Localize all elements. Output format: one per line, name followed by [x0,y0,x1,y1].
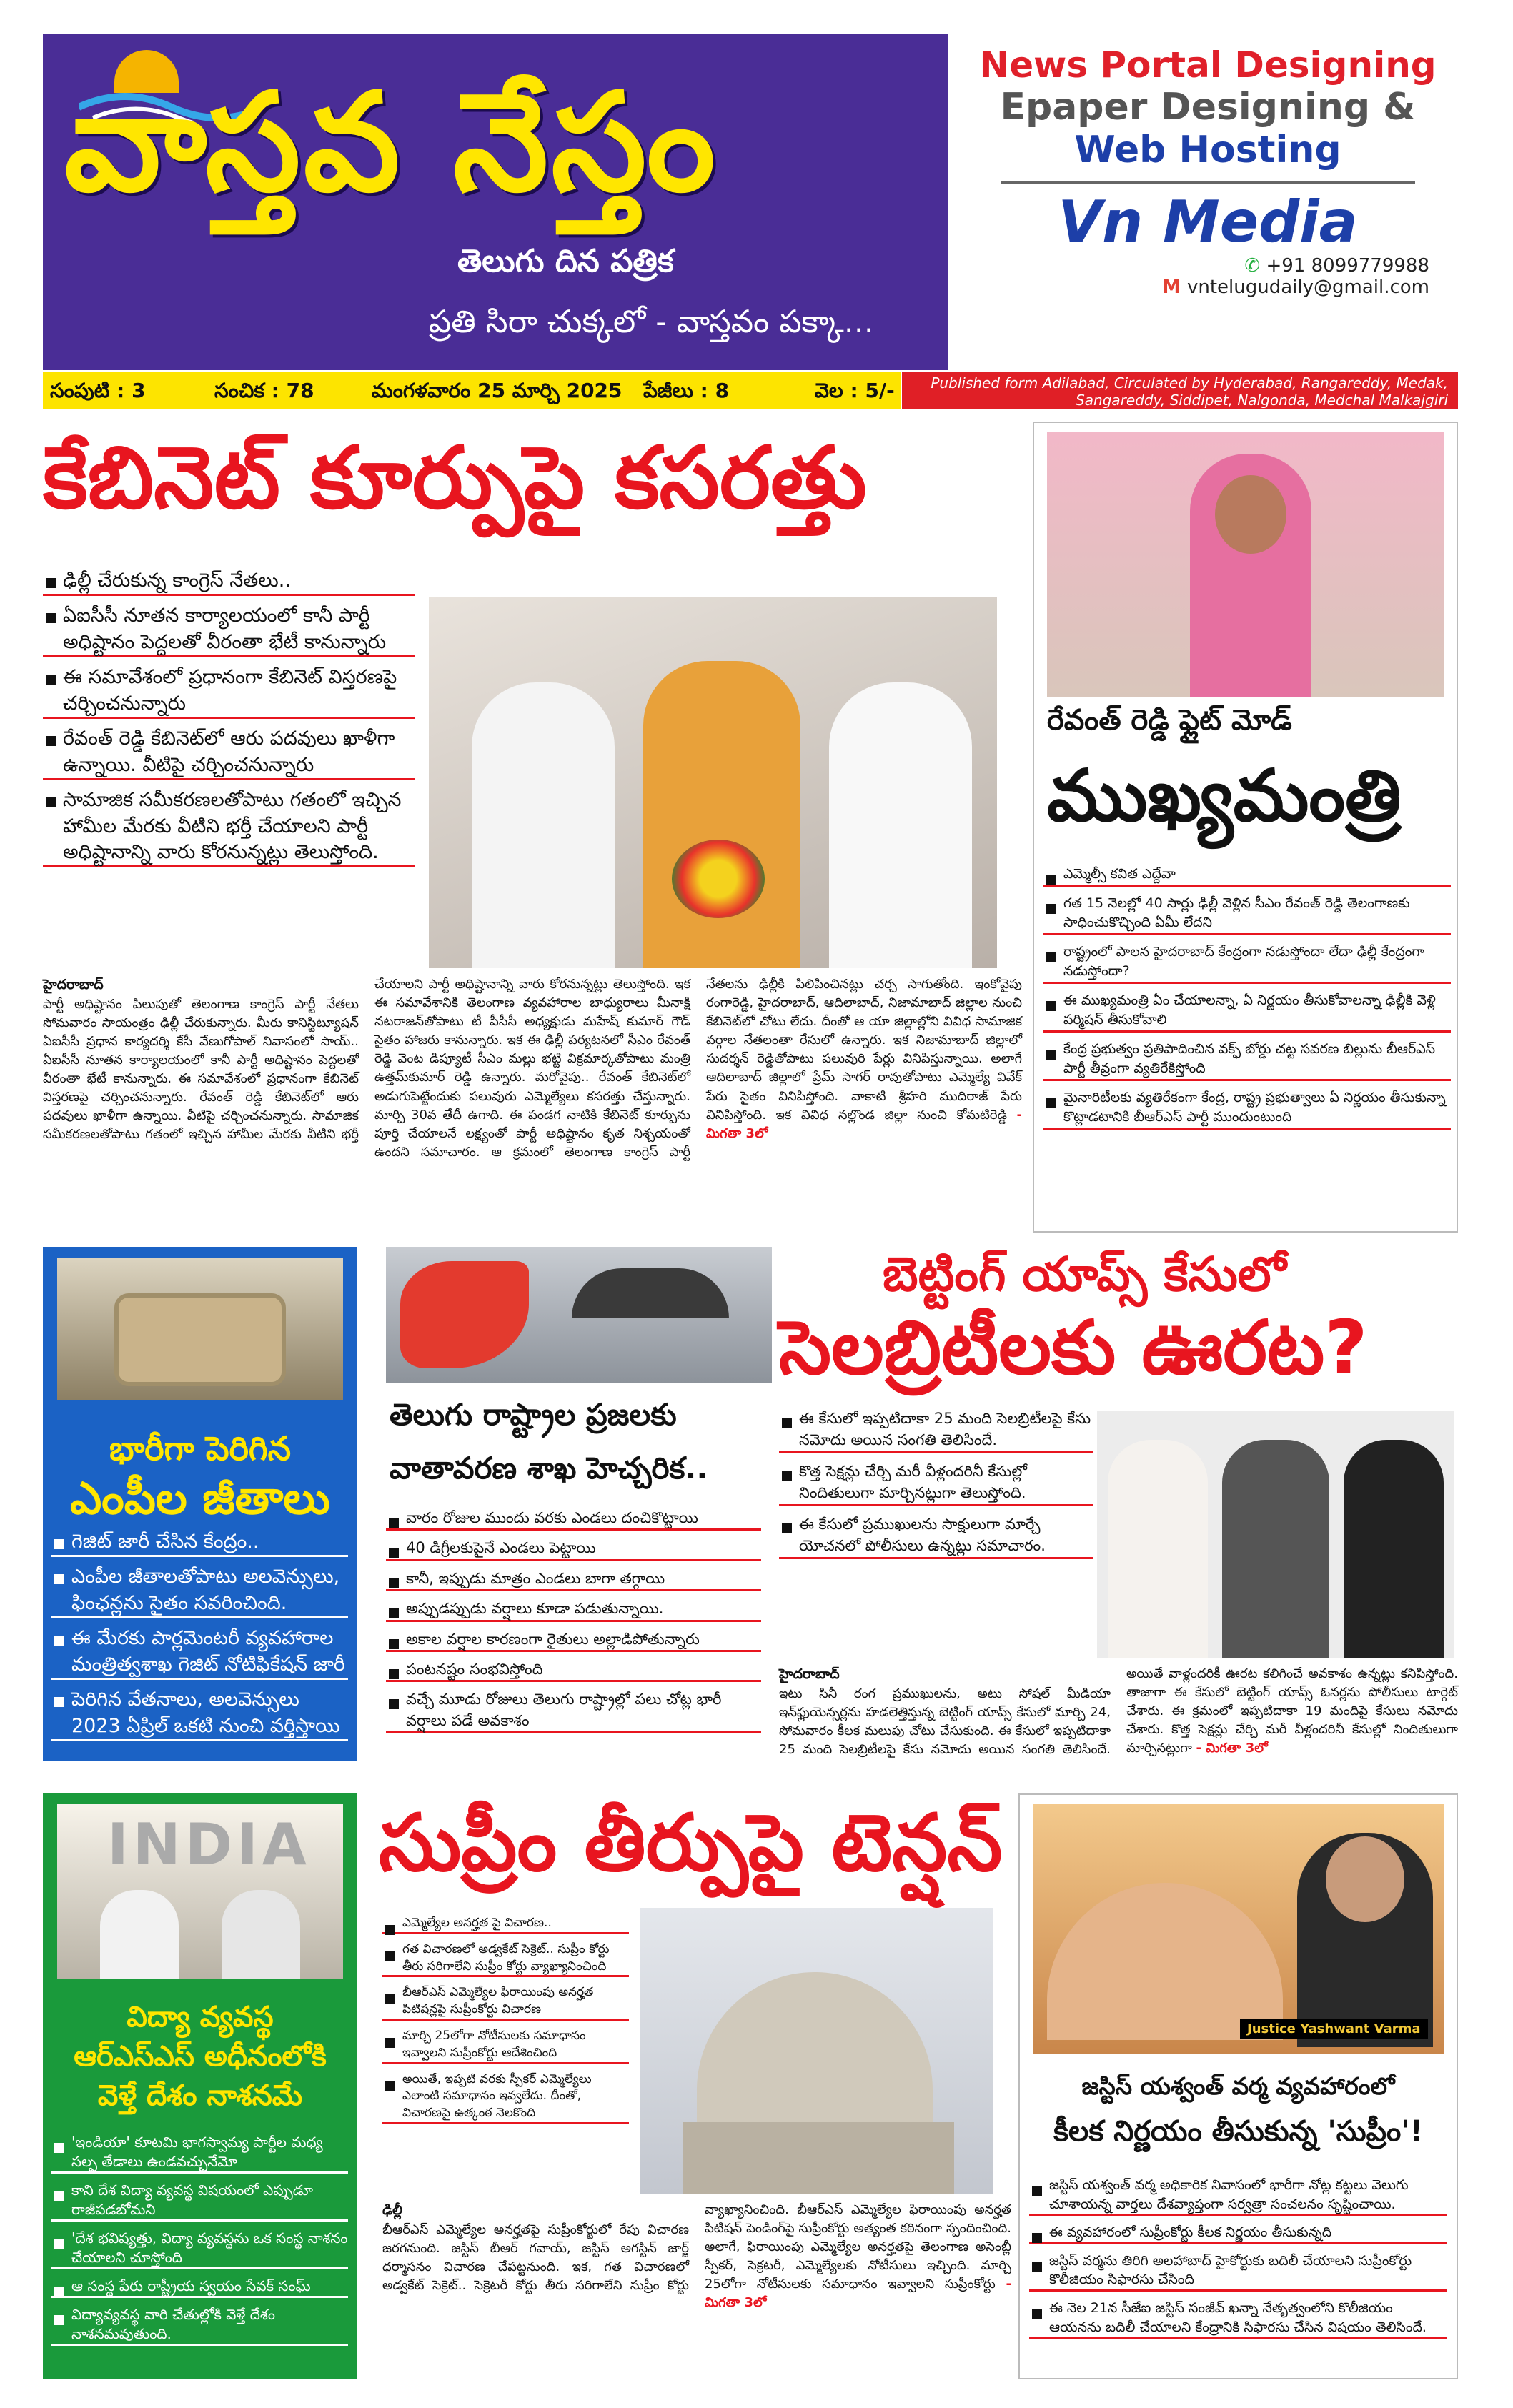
weather-headline-1: తెలుగు రాష్ట్రాల ప్రజలకు [390,1397,677,1432]
list-item: కానీ, ఇప్పుడు మాత్రం ఎండలు బాగా తగ్గాయి [386,1568,761,1591]
supreme-headline: సుప్రీం తీర్పుపై టెన్షన్ [379,1797,1003,1889]
list-item: ఎమ్మెల్యేల అనర్హత పై విచారణ.. [382,1915,629,1934]
education-bullets [51,2133,348,2353]
list-item: సామాజిక సమీకరణలతోపాటు గతంలో ఇచ్చిన హామీల మేరకు వీటిని భర్తీ చేయాలని పార్టీ అధిష్టానాన్ని వారు కోరనున్నట్లు తెలుస్తోంది. [43,787,415,867]
list-item: రాష్ట్రంలో పాలన హైదరాబాద్ కేంద్రంగా నడుస్తోందా లేదా ఢిల్లీ కేంద్రంగా నడుస్తోందా? [1043,942,1451,984]
article-text: బీఆర్ఎస్ ఎమ్మెల్యేల అనర్హతపై సుప్రీంకోర్టులో రేపు విచారణ జరగనుంది. జస్టిస్ బీఆర్ గవాయ్, జస్టిస్ అగస్టిన్ జార్జ్ ధర్మాసనం విచారణ చేపట్టనుంది. ఇక, గత విచారణలో అడ్వకేట్ సెక్రెట్.. సెక్రెటరీ కోర్టు తీరు సరిగాలేని సుప్రీం కోర్టు వ్యాఖ్యానించింది. బీఆర్ఎస్ ఎమ్మెల్యేల ఫిరాయింపు అనర్హత పిటిషన్ పెండింగ్‌పై సుప్రీంకోర్టు అత్యంత కఠినంగా స్పందించింది. అలాగే, ఫిరాయింపు ఎమ్మెల్యేల అనర్హతపై తెలంగాణ అసెంబ్లీ స్పీకర్, సెక్రటరీ, ఎమ్మెల్యేలకు నోటీసులు ఇచ్చింది. మార్చి 25లోగా నోటీసులకు సమాధానం ఇవ్వాలని సుప్రీంకోర్టు [382,2202,1011,2293]
justice-bullets [1029,2176,1447,2346]
list-item: జస్టిస్ వర్మను తిరిగి అలహాబాద్ హైకోర్టుకు బదిలీ చేయాలని సుప్రీంకోర్టు కొలీజియం సిఫారసు చేసింది [1029,2252,1447,2292]
rahul-gandhi-photo [57,1804,343,1979]
mp-bullets [51,1529,348,1748]
weather-headline-2: వాతావరణ శాఖ హెచ్చరిక.. [390,1451,708,1486]
list-item: గెజిట్ జారీ చేసిన కేంద్రం.. [51,1529,348,1557]
justice-varma-photo [1033,1804,1444,2054]
lead-body [43,975,1022,1162]
parliament-photo [57,1258,343,1400]
list-item: ఈ వ్యవహారంలో సుప్రీంకోర్టు కీలక నిర్ణయం తీసుకున్నది [1029,2223,1447,2244]
list-item: మైనారిటీలకు వ్యతిరేకంగా కేంద్ర, రాష్ట్ర ప్రభుత్వాలు ఏ నిర్ణయం తీసుకున్నా కొట్లాడటానికి బీఆర్ఎస్ పార్టీ ముందుంటుంది [1043,1088,1451,1130]
mp-headline-1: భారీగా పెరిగిన [109,1429,292,1468]
list-item: అకాల వర్షాల కారణంగా రైతులు అల్లాడిపోతున్నారు [386,1629,761,1652]
continued-label: - మిగతా 3లో [705,2277,1011,2311]
list-item: ఆ సంస్థ పేరు రాష్ట్రీయ స్వయం సేవక్ సంఘ్ [51,2277,348,2298]
list-item: వచ్చే మూడు రోజులు తెలుగు రాష్ట్రాల్లో పలు చోట్ల భారీ వర్షాలు పడే అవకాశం [386,1689,761,1733]
kavitha-photo [1047,432,1444,697]
supreme-court-photo [640,1908,993,2194]
betting-headline-2: సెలబ్రిటీలకు ఊరట? [779,1304,1368,1391]
right-kicker: రేవంత్ రెడ్డి ఫ్లైట్ మోడ్ [1047,704,1292,737]
list-item: కొత్త సెక్షన్లు చేర్చి మరీ వీళ్లందరినీ కేసుల్లో నిందితులుగా మార్చినట్లుగా తెలుస్తోంది. [779,1461,1093,1506]
celebrities-photo [1097,1411,1454,1658]
weather-photo [386,1247,772,1383]
dateline: హైదరాబాద్ [43,977,104,992]
advert-phone-number: +91 8099779988 [1266,255,1429,277]
whatsapp-icon: ✆ [1244,255,1266,277]
list-item: 'ఇండియా' కూటమి భాగస్వామ్య పార్టీల మధ్య సల్ప తేడాలు ఉండవచ్చునేమో [51,2133,348,2174]
supreme-article [382,2201,1011,2372]
list-item: బీఆర్ఎస్ ఎమ్మెల్యేల ఫిరాయింపు అనర్హత పిటిషన్లపై సుప్రీంకోర్టు విచారణ [382,1984,629,2021]
article-text: ఇటు సినీ రంగ ప్రముఖులను, అటు సోషల్ మీడియా ఇన్‌ఫ్లుయెన్సర్లను హడలెత్తిస్తున్న బెట్టింగ్ యాప్స్ కేసులో మార్చి 24, సోమవారం కీలక మలుపు చోటు చేసుకుంది. ఈ కేసులో ఇప్పటిదాకా 25 మంది సెలబ్రిటీలపై కేసు నమోదు అయిన సంగతి తెలిసిందే. అయితే వాళ్లందరికీ ఊరట కలిగించే అవకాశం ఉన్నట్లు కనిపిస్తోంది. తాజాగా ఈ కేసులో బెట్టింగ్ యాప్స్ ఓనర్లను పోలీసులు టార్గెట్ చేశారు. ఈ క్రమంలో ఇప్పటిదాకా 19 మందిపై కేసులు నమోదు చేశారు. కొత్త సెక్షన్లు చేర్చి మరీ వీళ్లందరినీ కేసుల్లో నిందితులుగా మార్చినట్లుగా [779,1666,1458,1757]
list-item: ఏఐసీసీ నూతన కార్యాలయంలో కానీ పార్టీ అధిష్టానం పెద్దలతో వీరంతా భేటీ కానున్నారు [43,603,415,657]
justice-photo-caption: Justice Yashwant Varma [1240,2019,1428,2039]
advert-email-address: vntelugudaily@gmail.com [1186,277,1429,298]
newspaper-subtitle: తెలుగు దిన పత్రిక [457,243,674,279]
advert-phone [958,255,1458,277]
advert-line-1: News Portal Designing [979,44,1437,86]
dateline: ఢిల్లీ [382,2202,402,2218]
betting-headline-1: బెట్టింగ్ యాప్స్ కేసులో [883,1247,1286,1302]
betting-article [779,1665,1458,1793]
list-item: ఈ ముఖ్యమంత్రి ఏం చేయాలన్నా, ఏ నిర్ణయం తీసుకోవాలన్నా ఢిల్లీకి వెళ్లి పర్మిషన్ తీసుకోవాలి [1043,991,1451,1033]
volume-label: సంపుటి : 3 [50,379,146,402]
list-item: ఈ మేరకు పార్లమెంటరీ వ్యవహారాల మంత్రిత్వశాఖ గెజిట్ నోటిఫికేషన్ జారీ [51,1626,348,1680]
list-item: ఈ నెల 21న సీజేఐ జస్టిస్ సంజీవ్ ఖన్నా నేతృత్వంలోని కొలీజియం ఆయనను బదిలీ చేయాలని కేంద్రానికి సిఫారసు చేసిన విషయం తెలిసిందే. [1029,2299,1447,2339]
continued-label: - మిగతా 3లో [706,1107,1022,1141]
right-bullets [1043,865,1451,1137]
india-banner-text: INDIA [107,1811,311,1878]
list-item: ఢిల్లీ చేరుకున్న కాంగ్రెస్ నేతలు.. [43,568,415,596]
list-item: కేంద్ర ప్రభుత్వం ప్రతిపాదించిన వక్ఫ్ బోర్డు చట్ట సవరణ బిల్లును బీఆర్ఎస్ పార్టీ తీవ్రంగా వ్యతిరేకిస్తోంది [1043,1040,1451,1081]
list-item: ఈ సమావేశంలో ప్రధానంగా కేబినెట్ విస్తరణపై చర్చించనున్నారు [43,665,415,719]
publication-info: Published form Adilabad, Circulated by Hyderabad, Rangareddy, Medak, Sangareddy, Siddipet, Nalgonda, Medchal Malkajgiri [902,372,1458,409]
list-item: ఈ కేసులో ప్రముఖులను సాక్షులుగా మార్చే యోచనలో పోలీసులు ఉన్నట్లు సమాచారం. [779,1513,1093,1559]
betting-body [779,1665,1458,1759]
gmail-icon: M [1162,277,1187,298]
right-headline: ముఖ్యమంత్రి [1047,754,1402,837]
list-item: వారం రోజుల ముందు వరకు ఎండలు దంచికొట్టాయి [386,1508,761,1531]
price-label: వెల : 5/- [815,379,895,402]
list-item: అప్పుడప్పుడు వర్షాలు కూడా పడుతున్నాయి. [386,1598,761,1621]
dateline: హైదరాబాద్ [779,1666,840,1682]
list-item: ఎంపీల జీతాలతోపాటు అలవెన్సులు, ఫింఛన్లను సైతం సవరించింది. [51,1564,348,1618]
mp-headline-2: ఎంపీల జీతాలు [70,1472,330,1524]
lead-photo [429,597,997,968]
education-headline-2: ఆర్ఎస్ఎస్ అధీనంలోకి [74,2040,327,2073]
list-item: గత 15 నెలల్లో 40 సార్లు ఢిల్లీ వెళ్లిన సీఎం రేవంత్ రెడ్డి తెలంగాణకు సాధించుకొచ్చింది ఏమీ లేదని [1043,894,1451,935]
list-item: పెరిగిన వేతనాలు, అలవెన్సులు 2023 ఏప్రిల్ ఒకటి నుంచి వర్తిస్తాయి [51,1687,348,1741]
advert-line-2: Epaper Designing & [1000,86,1416,129]
list-item: పంటనష్టం సంభవిస్తోంది [386,1659,761,1682]
justice-headline-2: కీలక నిర్ణయం తీసుకున్న 'సుప్రీం'! [1053,2115,1423,2148]
education-headline-3: వెళ్తే దేశం నాశనమే [97,2079,303,2112]
list-item: 'దేశ భవిష్యత్తు, విద్యా వ్యవస్థను ఒక సంస్థ నాశనం చేయాలని చూస్తోంది [51,2229,348,2269]
list-item: విద్యావ్యవస్థ వారి చేతుల్లోకి వెళ్తే దేశం నాశనమవుతుంది. [51,2305,348,2346]
newspaper-title: వాస్తవ నేస్తం [64,64,718,222]
lead-article [43,975,1022,1225]
list-item: మార్చి 25లోగా నోటీసులకు సమాధానం ఇవ్వాలని సుప్రీంకోర్టు ఆదేశించింది [382,2028,629,2064]
list-item: ఈ కేసులో ఇప్పటిదాకా 25 మంది సెలబ్రిటీలపై కేసు నమోదు అయిన సంగతి తెలిసిందే. [779,1408,1093,1453]
betting-bullets [779,1408,1093,1566]
supreme-body [382,2201,1011,2313]
pages-label: పేజీలు : 8 [643,379,730,402]
list-item: జస్టిస్ యశ్వంత్ వర్మ అధికారిక నివాసంలో భారీగా నోట్ల కట్టలు వెలుగు చూశాయన్న వార్తలు దేశవ్యాప్తంగా సర్వత్రా సంచలనం సృష్టించాయి. [1029,2176,1447,2216]
list-item: కాని దేశ విద్యా వ్యవస్థ విషయంలో ఎప్పుడూ రాజీపడబోమని [51,2181,348,2222]
list-item: గత విచారణలో అడ్వకేట్ సెక్రెట్.. సుప్రీం కోర్టు తీరు సరిగాలేని సుప్రీం కోర్టు వ్యాఖ్యానించింది [382,1941,629,1978]
weather-bullets [386,1508,761,1741]
justice-headline-1: జస్టిస్ యశ్వంత్ వర్మ వ్యవహారంలో [1081,2072,1395,2100]
newspaper-tagline: ప్రతి సిరా చుక్కలో - వాస్తవం పక్కా... [429,304,874,340]
lead-headline: కేబినెట్ కూర్పుపై కసరత్తు [43,429,867,528]
lead-bullets [43,568,415,875]
list-item: ఎమ్మెల్సీ కవిత ఎద్దేవా [1043,865,1451,887]
continued-label: - మిగతా 3లో [1196,1741,1268,1756]
date-label: మంగళవారం 25 మార్చి 2025 [372,379,622,402]
advert-brand: Vn Media [1001,181,1415,255]
list-item: అయితే, ఇప్పటి వరకు స్పీకర్ ఎమ్మెల్యేలు ఎలాంటి సమాధానం ఇవ్వలేదు. దీంతో, విచారణపై ఉత్కంఠ నెలకొంది [382,2071,629,2124]
article-text: పార్టీ అధిష్టానం పిలుపుతో తెలంగాణ కాంగ్రెస్ పార్టీ నేతలు సోమవారం సాయంత్రం ఢిల్లీ చేరుకున్నారు. మీరు కానిస్టిట్యూషన్ ఏఐసీసీ ప్రధాన కార్యదర్శి కేసీ వేణుగోపాల్ నివాసంలో సాయ్.. ఏఐసీసీ నూతన కార్యాలయంలో కానీ పార్టీ అధిష్టానం పెద్దలతో వీరంతా భేటీ కానున్నారు. ఈ సమావేశంలో ప్రధానంగా కేబినెట్ విస్తరణపై చర్చించనున్నారు. రేవంత్ రెడ్డి కేబినెట్‌లో ఆరు పదవులు ఖాళీగా ఉన్నాయి. వీటిపై చర్చించనున్నారు. సామాజిక సమీకరణలతోపాటు గతంలో ఇచ్చిన హామీల మేరకు వీటిని భర్తీ చేయాలని పార్టీ అధిష్టానాన్ని వారు కోరనున్నట్లు తెలుస్తోంది. ఇక ఈ సమావేశానికి తెలంగాణ వ్యవహారాల బాధ్యురాలు మీనాక్షి నటరాజన్‌తోపాటు టీ పీసీసీ అధ్యక్షుడు మహేష్ కుమార్ గౌడ్ సైతం హాజరు కానున్నారు. ఇక ఈ ఢిల్లీ పర్యటనలో సీఎం రేవంత్ రెడ్డి వెంట డిప్యూటీ సీఎం మల్లు భట్టి విక్రమార్కతోపాటు మంత్రి ఉత్తమ్‌కుమార్ రెడ్డి ఉన్నారు. మరోవైపు.. రేవంత్ కేబినెట్‌లో అడుగుపెట్టేందుకు పలువురు ఎమ్మెల్యేలు కసరత్తు చేస్తున్నారు. మార్చి 30వ తేదీ ఉగాది. ఈ పండగ నాటికి కేబినెట్ కూర్పును పూర్తి చేయాలనే లక్ష్యంతో పార్టీ అధిష్టానం కృత నిశ్చయంతో ఉందని సమాచారం. ఆ క్రమంలో తెలంగాణ కాంగ్రెస్ పార్టీ నేతలను ఢిల్లీకి పిలిపించినట్లు చర్చ సాగుతోంది. ఇంకోవైపు రంగారెడ్డి, హైదరాబాద్, ఆదిలాబాద్, నిజామాబాద్ జిల్లాల నుంచి కేబినెట్‌లో చోటు లేదు. దీంతో ఆ యా జిల్లాల్లోని వివిధ సామాజిక వర్గాల నేతలంతా రేసులో ఉన్నారు. ఇక నిజామాబాద్ జిల్లాలో సుదర్శన్ రెడ్డితోపాటు పలువురి పేర్లు వినిపిస్తున్నాయి. అలాగే ఆదిలాబాద్ జిల్లాలో ప్రేమ్ సాగర్ రావుతోపాటు ఎమ్మెల్యే వివేక్ పేరు సైతం వినిపిస్తోంది. వాకాటి శ్రీహరి ముదిరాజ్ పేరు వినిపిస్తోంది. ఇక వివిధ నల్లొండ జిల్లా నుంచి కోమటిరెడ్డి [43,977,1022,1160]
list-item: 40 డిగ్రీలకుపైనే ఎండలు పెట్టాయి [386,1538,761,1561]
vn-media-advert[interactable] [958,34,1458,370]
issue-label: సంచిక : 78 [214,379,314,402]
advert-line-3: Web Hosting [1074,129,1341,171]
advert-email [958,277,1458,298]
list-item: రేవంత్ రెడ్డి కేబినెట్‌లో ఆరు పదవులు ఖాళీగా ఉన్నాయి. వీటిపై చర్చించనున్నారు [43,726,415,780]
education-headline-1: విద్యా వ్యవస్థ [127,2001,274,2034]
issue-info-bar [43,372,901,409]
supreme-bullets [382,1915,629,2131]
